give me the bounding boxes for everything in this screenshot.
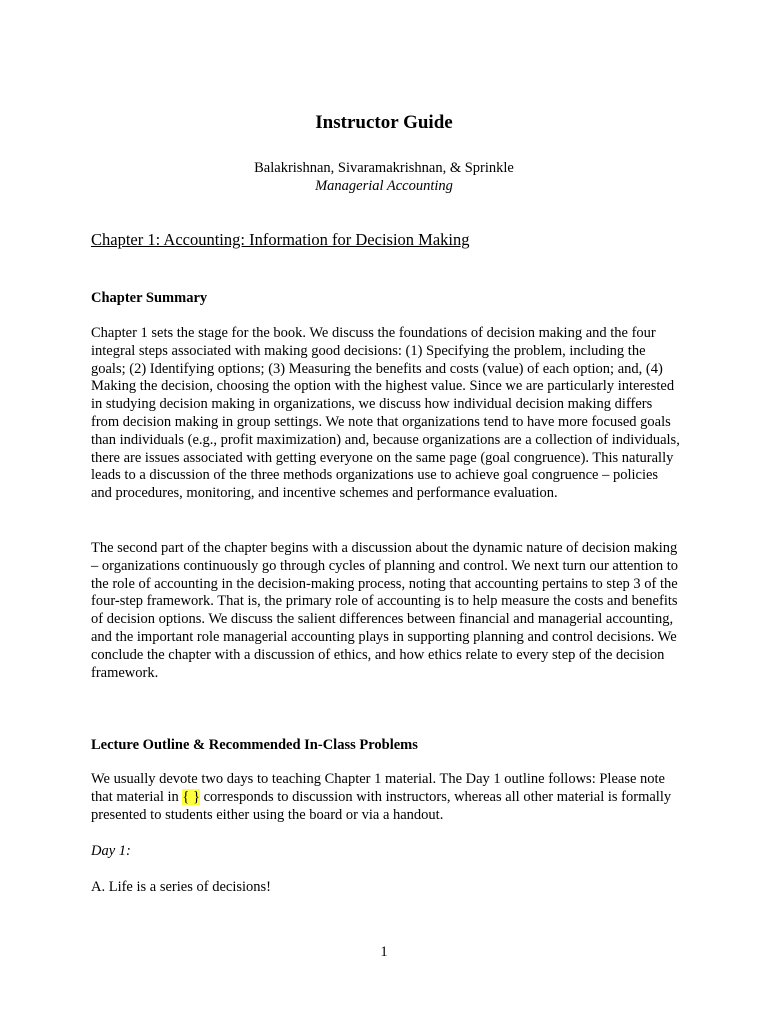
day-label: Day 1:	[91, 843, 131, 859]
highlighted-braces: { }	[182, 788, 200, 805]
summary-paragraph-1: Chapter 1 sets the stage for the book. We discuss the foundations of decision making and the four integral steps associated with making good decisions: (1) Specifying the problem, including the goals; (2) Identifying options; (3) Measuring the benefits and costs (value) of each option; and, (4) Making the decision, choosing the option with the highest value. Since we are particularly interested in studying decision making in organizations, we discuss how individual decision making differs from decision making in group settings. We note that organizations tend to have more focused goals than individuals (e.g., profit maximization) and, because organizations are a collection of individuals, there are issues associated with getting everyone on the same page (goal congruence). This naturally leads to a discussion of the three methods organizations use to achieve goal congruence – policies and procedures, monitoring, and incentive schemes and performance evaluation.	[91, 325, 680, 502]
outline-intro-paragraph	[91, 771, 681, 824]
summary-heading: Chapter Summary	[91, 290, 208, 306]
summary-paragraph-2: The second part of the chapter begins with a discussion about the dynamic nature of decision making – organizations continuously go through cycles of planning and control. We next turn our attention to the role of accounting in the decision-making process, noting that accounting pertains to step 3 of the four-step framework. That is, the primary role of accounting is to help measure the costs and benefits of decision options. We discuss the salient differences between financial and managerial accounting, and the important role managerial accounting plays in supporting planning and control decisions. We conclude the chapter with a discussion of ethics, and how ethics relate to every step of the decision framework.	[91, 540, 679, 681]
outline-intro-text-start: We usually devote two days to teaching Chapter 1 material. The Day 1 outline follows: Please note that material in	[91, 771, 665, 805]
outline-intro-text-end: corresponds to discussion with instructors, whereas all other material is formally presented to students either using the board or via a handout.	[91, 788, 672, 823]
outline-heading: Lecture Outline & Recommended In-Class Problems	[91, 737, 418, 753]
author-block	[0, 160, 768, 195]
chapter-heading: Chapter 1: Accounting: Information for Decision Making	[91, 230, 470, 249]
page-number: 1	[380, 944, 388, 960]
outline-item-a: A. Life is a series of decisions!	[91, 879, 271, 895]
document-title: Instructor Guide	[315, 112, 453, 133]
authors-line: Balakrishnan, Sivaramakrishnan, & Sprinkle	[254, 160, 514, 176]
book-title: Managerial Accounting	[315, 177, 453, 194]
